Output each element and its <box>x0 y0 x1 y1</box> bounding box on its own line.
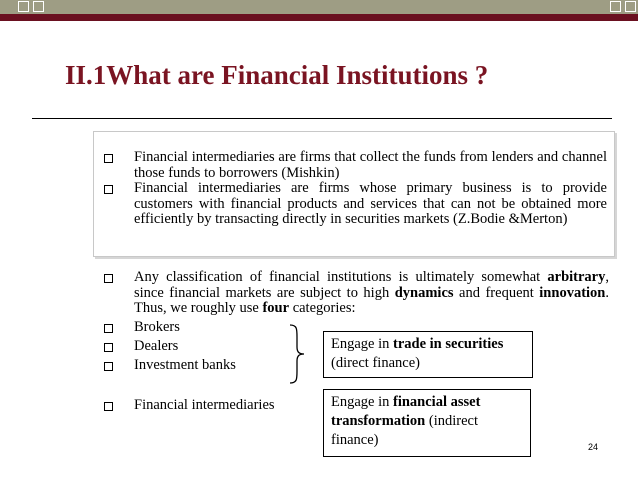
hollow-square-bullet-icon <box>104 185 113 194</box>
square-ornament-icon <box>610 1 621 12</box>
definition-mishkin: Financial intermediaries are firms that collect the funds from lenders and channel those funds to borrowers (Mishkin) <box>134 149 607 181</box>
box-text: Engage in <box>331 394 394 410</box>
square-ornament-icon <box>33 1 44 12</box>
square-ornament-icon <box>18 1 29 12</box>
text-run: Any classification of financial institutions is ultimately somewhat <box>134 269 548 285</box>
category-financial-intermediaries: Financial intermediaries <box>134 397 275 413</box>
keyword-arbitrary: arbitrary <box>547 269 606 285</box>
text-run: categories: <box>289 300 356 316</box>
accent-band <box>0 14 638 21</box>
hollow-square-bullet-icon <box>104 362 113 371</box>
hollow-square-bullet-icon <box>104 274 113 283</box>
top-banner <box>0 0 638 22</box>
direct-finance-box <box>323 331 533 378</box>
hollow-square-bullet-icon <box>104 324 113 333</box>
keyword-four: four <box>262 300 290 316</box>
keyword-dynamics: dynamics <box>394 284 454 301</box>
box-text: Engage in <box>331 336 394 352</box>
box-keyword-trade-in-securities: trade in securities <box>393 336 504 352</box>
classification-paragraph <box>134 270 609 317</box>
square-ornament-icon <box>625 1 636 12</box>
box-text: (indirect finance) <box>331 413 478 448</box>
text-run: , since financial markets are subject to high <box>134 269 609 301</box>
category-dealers: Dealers <box>134 338 179 354</box>
hollow-square-bullet-icon <box>104 154 113 163</box>
indirect-finance-box <box>323 389 531 457</box>
hollow-square-bullet-icon <box>104 402 113 411</box>
text-run: and frequent <box>453 284 540 301</box>
slide-title: II.1What are Financial Institutions ? <box>65 60 489 90</box>
title-divider <box>32 118 612 119</box>
category-investment-banks: Investment banks <box>134 357 236 373</box>
keyword-innovation: innovation <box>539 284 606 301</box>
top-band <box>0 0 638 14</box>
text-run: . Thus, we roughly use <box>134 284 609 316</box>
box-keyword-financial-asset-transformation: financial asset transformation <box>331 394 481 429</box>
curly-brace-icon <box>286 323 308 385</box>
box-text: (direct finance) <box>331 355 420 371</box>
definition-bodie-merton: Financial intermediaries are firms whose primary business is to provide customers with financial products and services that can not be obtained more efficiently by transacting directly in securities markets (Z.Bodie &Merton) <box>134 180 607 227</box>
page-number: 24 <box>588 442 599 452</box>
hollow-square-bullet-icon <box>104 343 113 352</box>
category-brokers: Brokers <box>134 319 180 335</box>
